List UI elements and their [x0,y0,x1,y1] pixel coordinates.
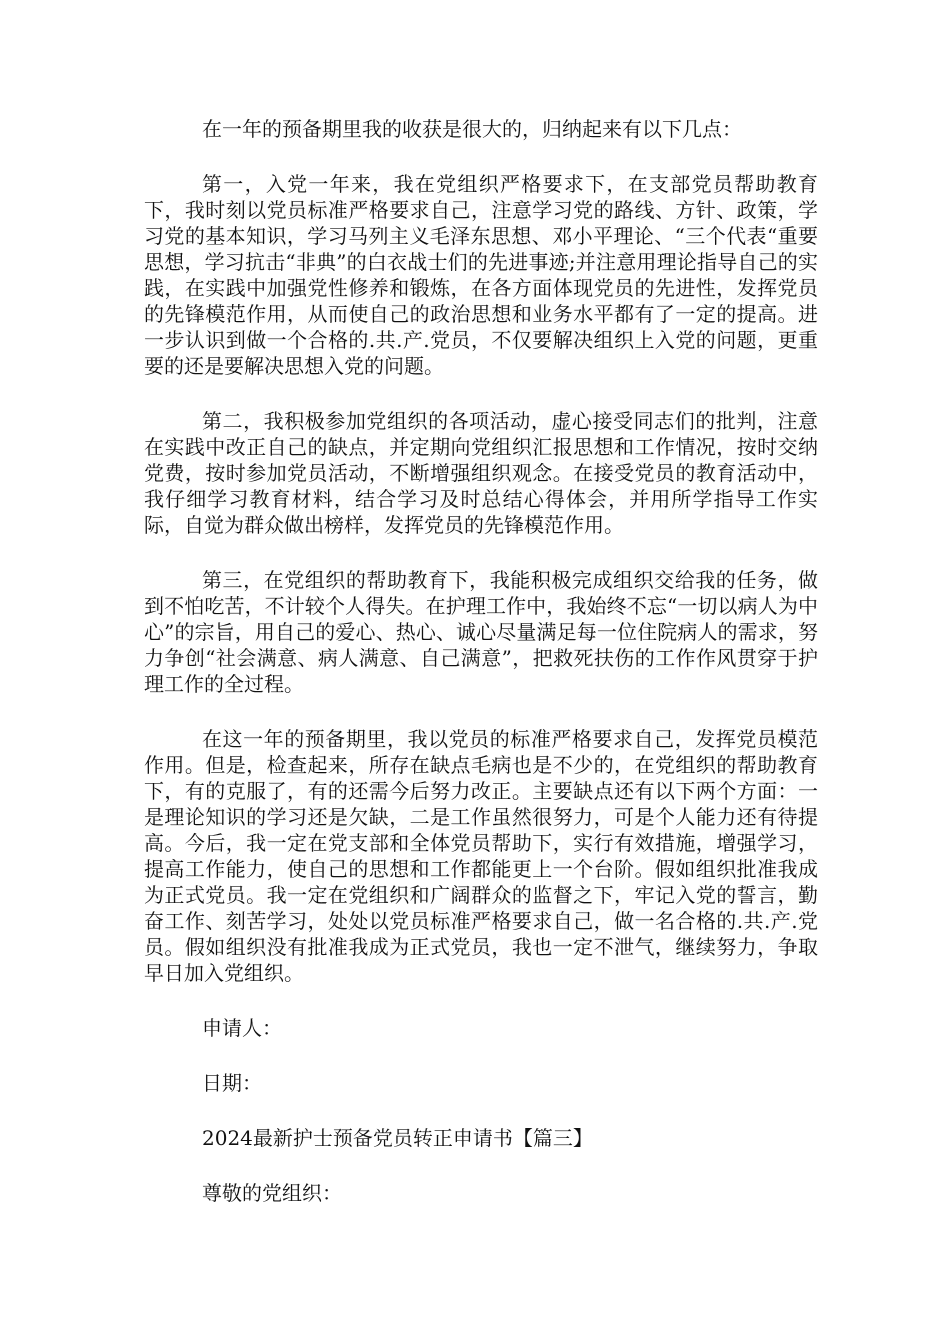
paragraph-first-point: 第一，入党一年来，我在党组织严格要求下，在支部党员帮助教育下，我时刻以党员标准严格要求自己，注意学习党的路线、方针、政策，学习党的基本知识，学习马列主义毛泽东思想、邓小平理论、“三个代表“重要思想，学习抗击“非典”的白衣战士们的先进事迹;并注意用理论指导自己的实践，在实践中加强党性修养和锻炼，在各方面体现党员的先进性，发挥党员的先锋模范作用，从而使自己的政治思想和业务水平都有了一定的提高。进一步认识到做一个合格的.共.产.党员，不仅要解决组织上入党的问题，更重要的还是要解决思想入党的问题。 [144,172,818,378]
paragraph-summary: 在这一年的预备期里，我以党员的标准严格要求自己，发挥党员模范作用。但是，检查起来，所存在缺点毛病也是不少的，在党组织的帮助教育下，有的克服了，有的还需今后努力改正。主要缺点还有以下两个方面：一是理论知识的学习还是欠缺，二是工作虽然很努力，可是个人能力还有待提高。今后，我一定在党支部和全体党员帮助下，实行有效措施，增强学习，提高工作能力，使自己的思想和工作都能更上一个台阶。假如组织批准我成为正式党员。我一定在党组织和广阔群众的监督之下，牢记入党的誓言，勤奋工作、刻苦学习，处处以党员标准严格要求自己，做一名合格的.共.产.党员。假如组织没有批准我成为正式党员，我也一定不泄气，继续努力，争取早日加入党组织。 [144,727,818,985]
document-page [144,116,818,1235]
date-label: 日期： [202,1071,262,1095]
next-section-title: 2024最新护士预备党员转正申请书【篇三】 [202,1126,593,1150]
paragraph-third-point: 第三，在党组织的帮助教育下，我能积极完成组织交给我的任务，做到不怕吃苦，不计较个人得失。在护理工作中，我始终不忘“一切以病人为中心”的宗旨，用自己的爱心、热心、诚心尽量满足每一位住院病人的需求，努力争创“社会满意、病人满意、自己满意”，把救死扶伤的工作作风贯穿于护理工作的全过程。 [144,568,818,696]
salutation: 尊敬的党组织： [202,1181,342,1205]
applicant-label: 申请人： [202,1016,282,1040]
paragraph-intro: 在一年的预备期里我的收获是很大的，归纳起来有以下几点： [202,117,742,141]
paragraph-second-point: 第二，我积极参加党组织的各项活动，虚心接受同志们的批判，注意在实践中改正自己的缺点，并定期向党组织汇报思想和工作情况，按时交纳党费，按时参加党员活动，不断增强组织观念。在接受党员的教育活动中，我仔细学习教育材料，结合学习及时总结心得体会，并用所学指导工作实际，自觉为群众做出榜样，发挥党员的先锋模范作用。 [144,409,818,537]
